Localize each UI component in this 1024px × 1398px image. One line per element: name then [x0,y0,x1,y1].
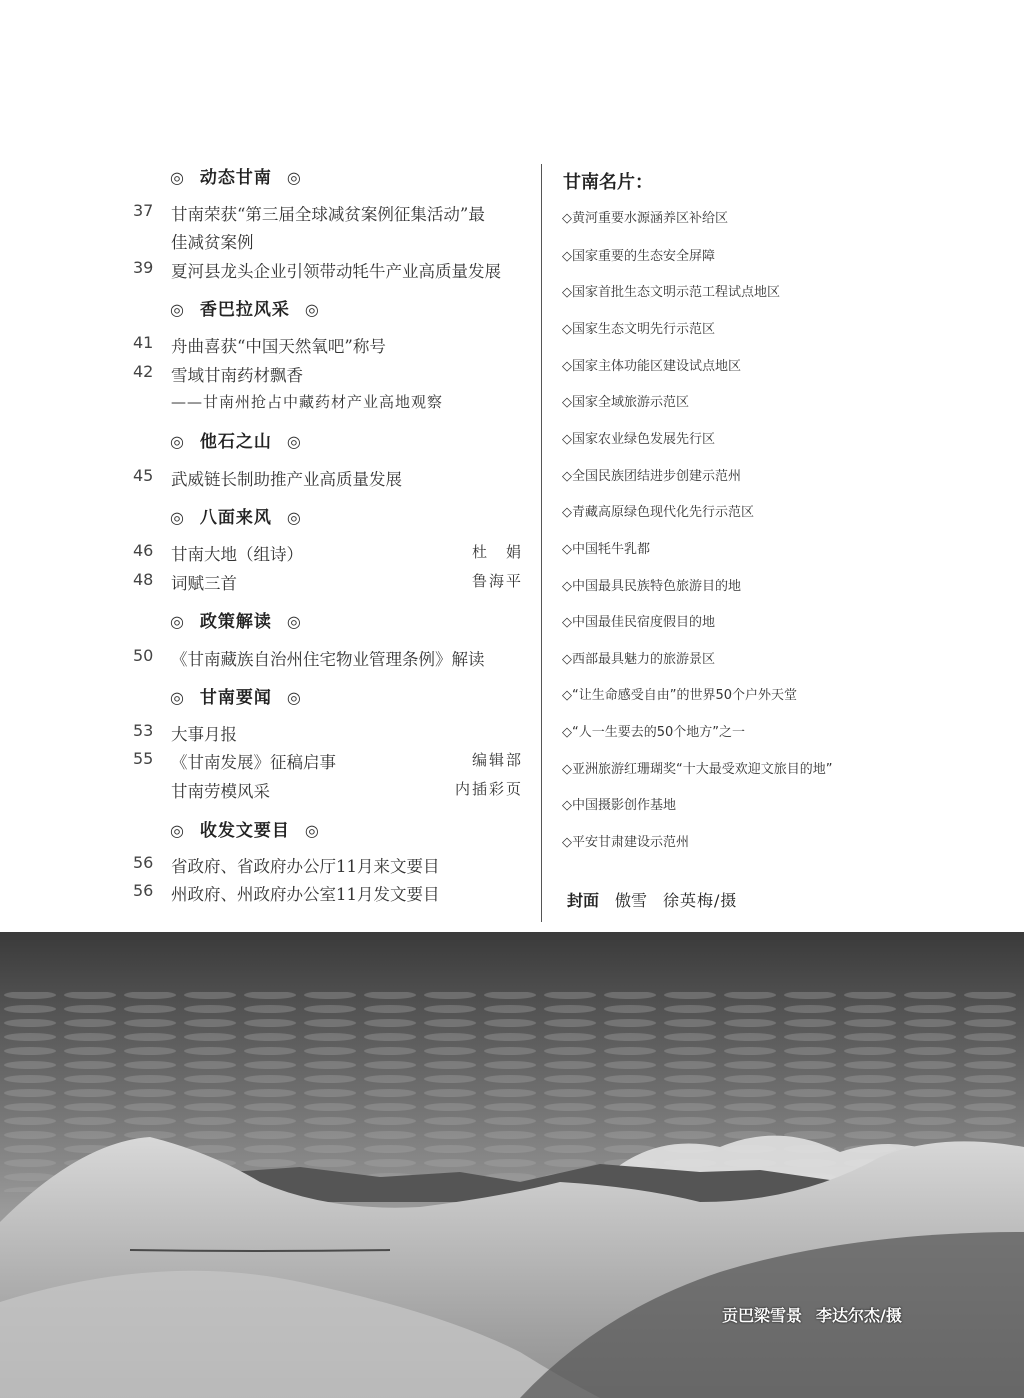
cards-title: 甘南名片： [563,172,653,193]
card-item: ◇中国最具民族特色旅游目的地 [562,579,741,594]
entry-title: 甘南大地（组诗） [171,545,303,564]
entry-title: 《甘南发展》征稿启事 [171,753,336,772]
entry-author: 编辑部 [471,751,523,769]
card-item: ◇中国最佳民宿度假目的地 [562,615,715,630]
section-title: 政策解读 [199,612,272,632]
cover-title: 傲雪 [615,891,648,910]
photo-credit: 李达尔杰/摄 [816,1306,902,1325]
section-mark: ◎ [304,821,320,840]
section-mark: ◎ [286,688,302,707]
section-mark: ◎ [286,168,302,187]
page-number: 41 [133,333,154,352]
card-item: ◇国家主体功能区建设试点地区 [562,359,741,374]
section-title: 八面来风 [199,508,272,528]
section-mark: ◎ [170,432,185,451]
page-number: 56 [133,853,154,872]
table-of-contents [0,0,540,930]
card-item: ◇国家农业绿色发展先行区 [562,432,715,447]
entry-title: 雪域甘南药材飘香 [171,366,303,385]
card-item: ◇“让生命感受自由”的世界50个户外天堂 [562,688,798,703]
card-item: ◇西部最具魅力的旅游景区 [562,652,715,667]
entry-author: 杜 娟 [471,543,523,561]
photo-title: 贡巴梁雪景 [722,1306,803,1325]
card-item: ◇平安甘肃建设示范州 [562,835,689,850]
entry-title: 武威链长制助推产业高质量发展 [171,470,402,489]
page-number: 55 [133,749,154,768]
card-item: ◇全国民族团结进步创建示范州 [562,469,741,484]
section-mark: ◎ [170,688,185,707]
cover-photographer: 徐英梅/摄 [663,891,738,910]
page-number: 56 [133,881,154,900]
section-mark: ◎ [170,508,185,527]
entry-author: 鲁海平 [471,572,523,590]
entry-subtitle: ——甘南州抢占中藏药材产业高地观察 [171,393,444,411]
entry-title: 省政府、省政府办公厅11月来文要目 [171,857,440,876]
entry-title: 舟曲喜获“中国天然氧吧”称号 [171,337,386,356]
card-item: ◇黄河重要水源涵养区补给区 [562,211,728,226]
entry-title: 《甘南藏族自治州住宅物业管理条例》解读 [171,650,485,669]
card-item: ◇“人一生要去的50个地方”之一 [562,725,746,740]
landscape-photo [0,932,1024,1398]
cover-label: 封面 [567,891,600,910]
section-mark: ◎ [286,432,302,451]
cover-credit [567,888,737,911]
section-heading [170,295,320,320]
entry-title: 甘南劳模风采 [171,782,270,801]
entry-title-cont: 佳减贫案例 [171,233,254,252]
section-title: 他石之山 [199,432,272,452]
section-mark: ◎ [170,612,185,631]
section-heading [170,607,302,632]
card-item: ◇国家首批生态文明示范工程试点地区 [562,285,780,300]
section-heading [170,503,302,528]
section-mark: ◎ [170,168,185,187]
road [130,1250,390,1251]
column-divider [541,164,542,922]
page-number: 37 [133,201,154,220]
page-number: 39 [133,258,154,277]
page-number: 53 [133,721,154,740]
card-item: ◇中国牦牛乳都 [562,542,650,557]
section-title: 动态甘南 [199,168,272,188]
card-item: ◇国家生态文明先行示范区 [562,322,715,337]
card-item: ◇亚洲旅游红珊瑚奖“十大最受欢迎文旅目的地” [562,762,833,777]
card-item: ◇青藏高原绿色现代化先行示范区 [562,505,754,520]
section-mark: ◎ [286,508,302,527]
card-item: ◇国家重要的生态安全屏障 [562,249,715,264]
page-number: 50 [133,646,154,665]
entry-author: 内插彩页 [454,780,523,798]
section-mark: ◎ [170,300,185,319]
section-heading [170,163,302,188]
section-title: 香巴拉风采 [199,300,290,320]
section-mark: ◎ [286,612,302,631]
page-number: 48 [133,570,154,589]
entry-title: 州政府、州政府办公室11月发文要目 [171,885,440,904]
section-mark: ◎ [170,821,185,840]
section-heading [170,427,302,452]
entry-title: 大事月报 [171,725,237,744]
section-title: 收发文要目 [199,821,290,841]
entry-title: 甘南荣获“第三届全球减贫案例征集活动”最 [171,205,485,224]
entry-title: 词赋三首 [171,574,237,593]
photo-caption [722,1303,902,1326]
section-heading [170,816,320,841]
section-mark: ◎ [304,300,320,319]
section-title: 甘南要闻 [199,688,272,708]
page-number: 45 [133,466,154,485]
card-item: ◇国家全域旅游示范区 [562,395,689,410]
page-number: 42 [133,362,154,381]
card-item: ◇中国摄影创作基地 [562,798,676,813]
section-heading [170,683,302,708]
entry-title: 夏河县龙头企业引领带动牦牛产业高质量发展 [171,262,501,281]
page-number: 46 [133,541,154,560]
